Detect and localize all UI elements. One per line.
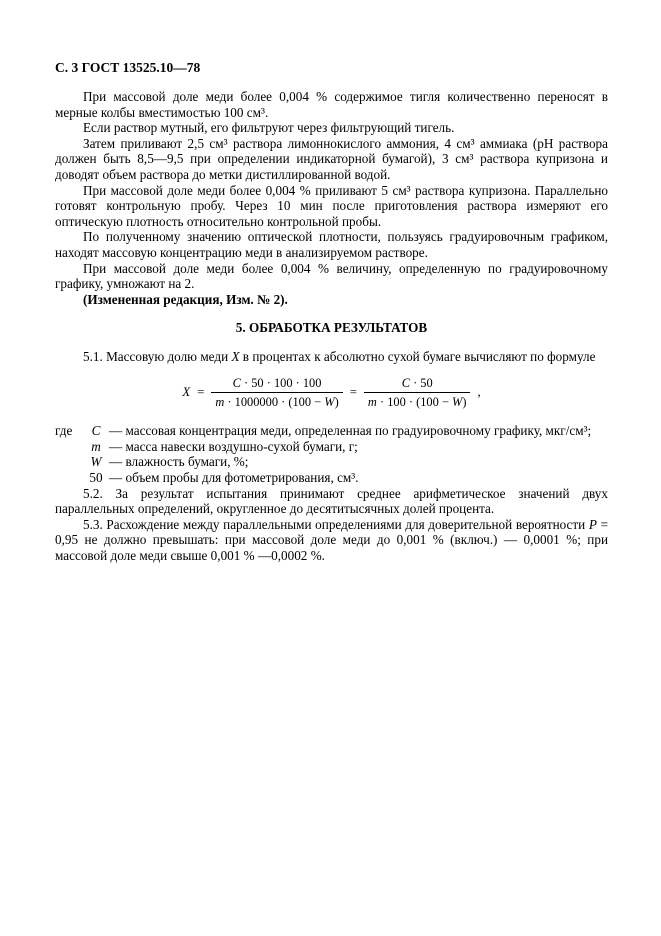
paragraph-5-3 <box>55 517 608 564</box>
fraction-2-den-var: m <box>367 395 377 410</box>
fraction-1-den-var2: W <box>324 395 335 410</box>
paragraph-5-1-post: в процентах к абсолютно сухой бумаге вычисляют по формуле <box>239 349 596 365</box>
paragraph-3: Затем приливают 2,5 см³ раствора лимоннокислого аммония, 4 см³ аммиака (рН раствора должен быть 8,5—9,5 при определении индикаторной бумагой), 3 см³ раствора купризона и доводят объем раствора до метки дистиллированной водой. <box>55 135 608 182</box>
fraction-2-denominator <box>364 393 471 410</box>
definition-text-c: — массовая концентрация меди, определенная по градуировочному графику, мкг/см³; <box>109 423 592 439</box>
formula <box>55 375 608 410</box>
paragraph-1: При массовой доле меди более 0,004 % содержимое тигля количественно переносят в мерные колбы вместимостью 100 см³. <box>55 89 608 120</box>
fraction-1-num-rest: · 50 · 100 · 100 <box>240 375 322 390</box>
paragraph-6: При массовой доле меди более 0,004 % величину, определенную по градуировочному графику, умножают на 2. <box>55 260 608 292</box>
definition-text-w: — влажность бумаги, %; <box>109 454 249 470</box>
definition-prefix <box>55 454 83 470</box>
fraction-2-den-mid: · 100 · (100 − <box>376 395 452 410</box>
paragraph-5-1 <box>55 349 608 365</box>
paragraph-5-3-post: = 0,95 не должно превышать: при массовой доле меди до 0,001 % (включ.) — 0,0001 %; при массовой доле меди свыше 0,001 % —0,0002 %. <box>55 516 609 563</box>
formula-lhs: X <box>182 385 191 400</box>
fraction-1-denominator <box>211 393 342 410</box>
formula-fraction-1 <box>211 375 342 410</box>
definition-text-m: — масса навески воздушно-сухой бумаги, г; <box>109 438 358 454</box>
fraction-2-den-end: ) <box>462 395 467 410</box>
fraction-2-num-var: C <box>401 375 410 390</box>
fraction-1-num-var: C <box>232 375 241 390</box>
paragraph-2: Если раствор мутный, его фильтруют через фильтрующий тигель. <box>83 120 455 136</box>
fraction-1-numerator <box>211 375 342 393</box>
amended-note: (Измененная редакция, Изм. № 2). <box>83 291 288 307</box>
definition-term-w: W <box>90 454 102 470</box>
paragraph-5-2: 5.2. За результат испытания принимают среднее арифметическое значений двух параллельных определений, округленное до десятитысячных долей процента. <box>55 485 608 517</box>
page-header: С. 3 ГОСТ 13525.10—78 <box>55 60 201 75</box>
definition-term-50: 50 <box>89 469 103 485</box>
section-title: 5. ОБРАБОТКА РЕЗУЛЬТАТОВ <box>235 320 428 336</box>
formula-equals-2: = <box>349 385 357 400</box>
document-body <box>55 89 608 564</box>
definition-row-50 <box>55 470 608 486</box>
paragraph-5-3-pre: 5.3. Расхождение между параллельными определениями для доверительной вероятности <box>83 516 589 532</box>
formula-fraction-2 <box>364 375 471 410</box>
definition-term-m: m <box>91 438 101 454</box>
variable-p: P <box>588 516 597 532</box>
paragraph-5-1-pre: 5.1. Массовую долю меди <box>83 349 232 365</box>
definition-prefix: где <box>55 423 73 439</box>
definition-prefix <box>55 470 83 486</box>
variable-x: X <box>231 349 240 365</box>
definition-row-c <box>55 423 608 439</box>
fraction-2-num-rest: · 50 <box>409 375 433 390</box>
fraction-1-den-var: m <box>215 395 225 410</box>
fraction-1-den-end: ) <box>334 395 339 410</box>
fraction-2-numerator <box>364 375 471 393</box>
paragraph-5: По полученному значению оптической плотности, пользуясь градуировочным графиком, находят массовую концентрацию меди в анализируемом растворе. <box>55 229 608 260</box>
definition-prefix <box>55 439 83 455</box>
definition-row-w <box>55 454 608 470</box>
paragraph-4: При массовой доле меди более 0,004 % приливают 5 см³ раствора купризона. Параллельно готовят контрольную пробу. Через 10 мин после приготовления раствора измеряют его оптическую плотность относительно контрольной пробы. <box>55 182 608 229</box>
fraction-2-den-var2: W <box>452 395 463 410</box>
definitions-list <box>55 423 608 485</box>
formula-equals-1: = <box>197 385 205 400</box>
definition-text-50: — объем пробы для фотометрирования, см³. <box>109 469 359 485</box>
definition-row-m <box>55 439 608 455</box>
formula-trailing-comma: , <box>477 385 481 400</box>
definition-term-c: C <box>91 423 101 439</box>
fraction-1-den-mid: · 1000000 · (100 − <box>224 395 325 410</box>
